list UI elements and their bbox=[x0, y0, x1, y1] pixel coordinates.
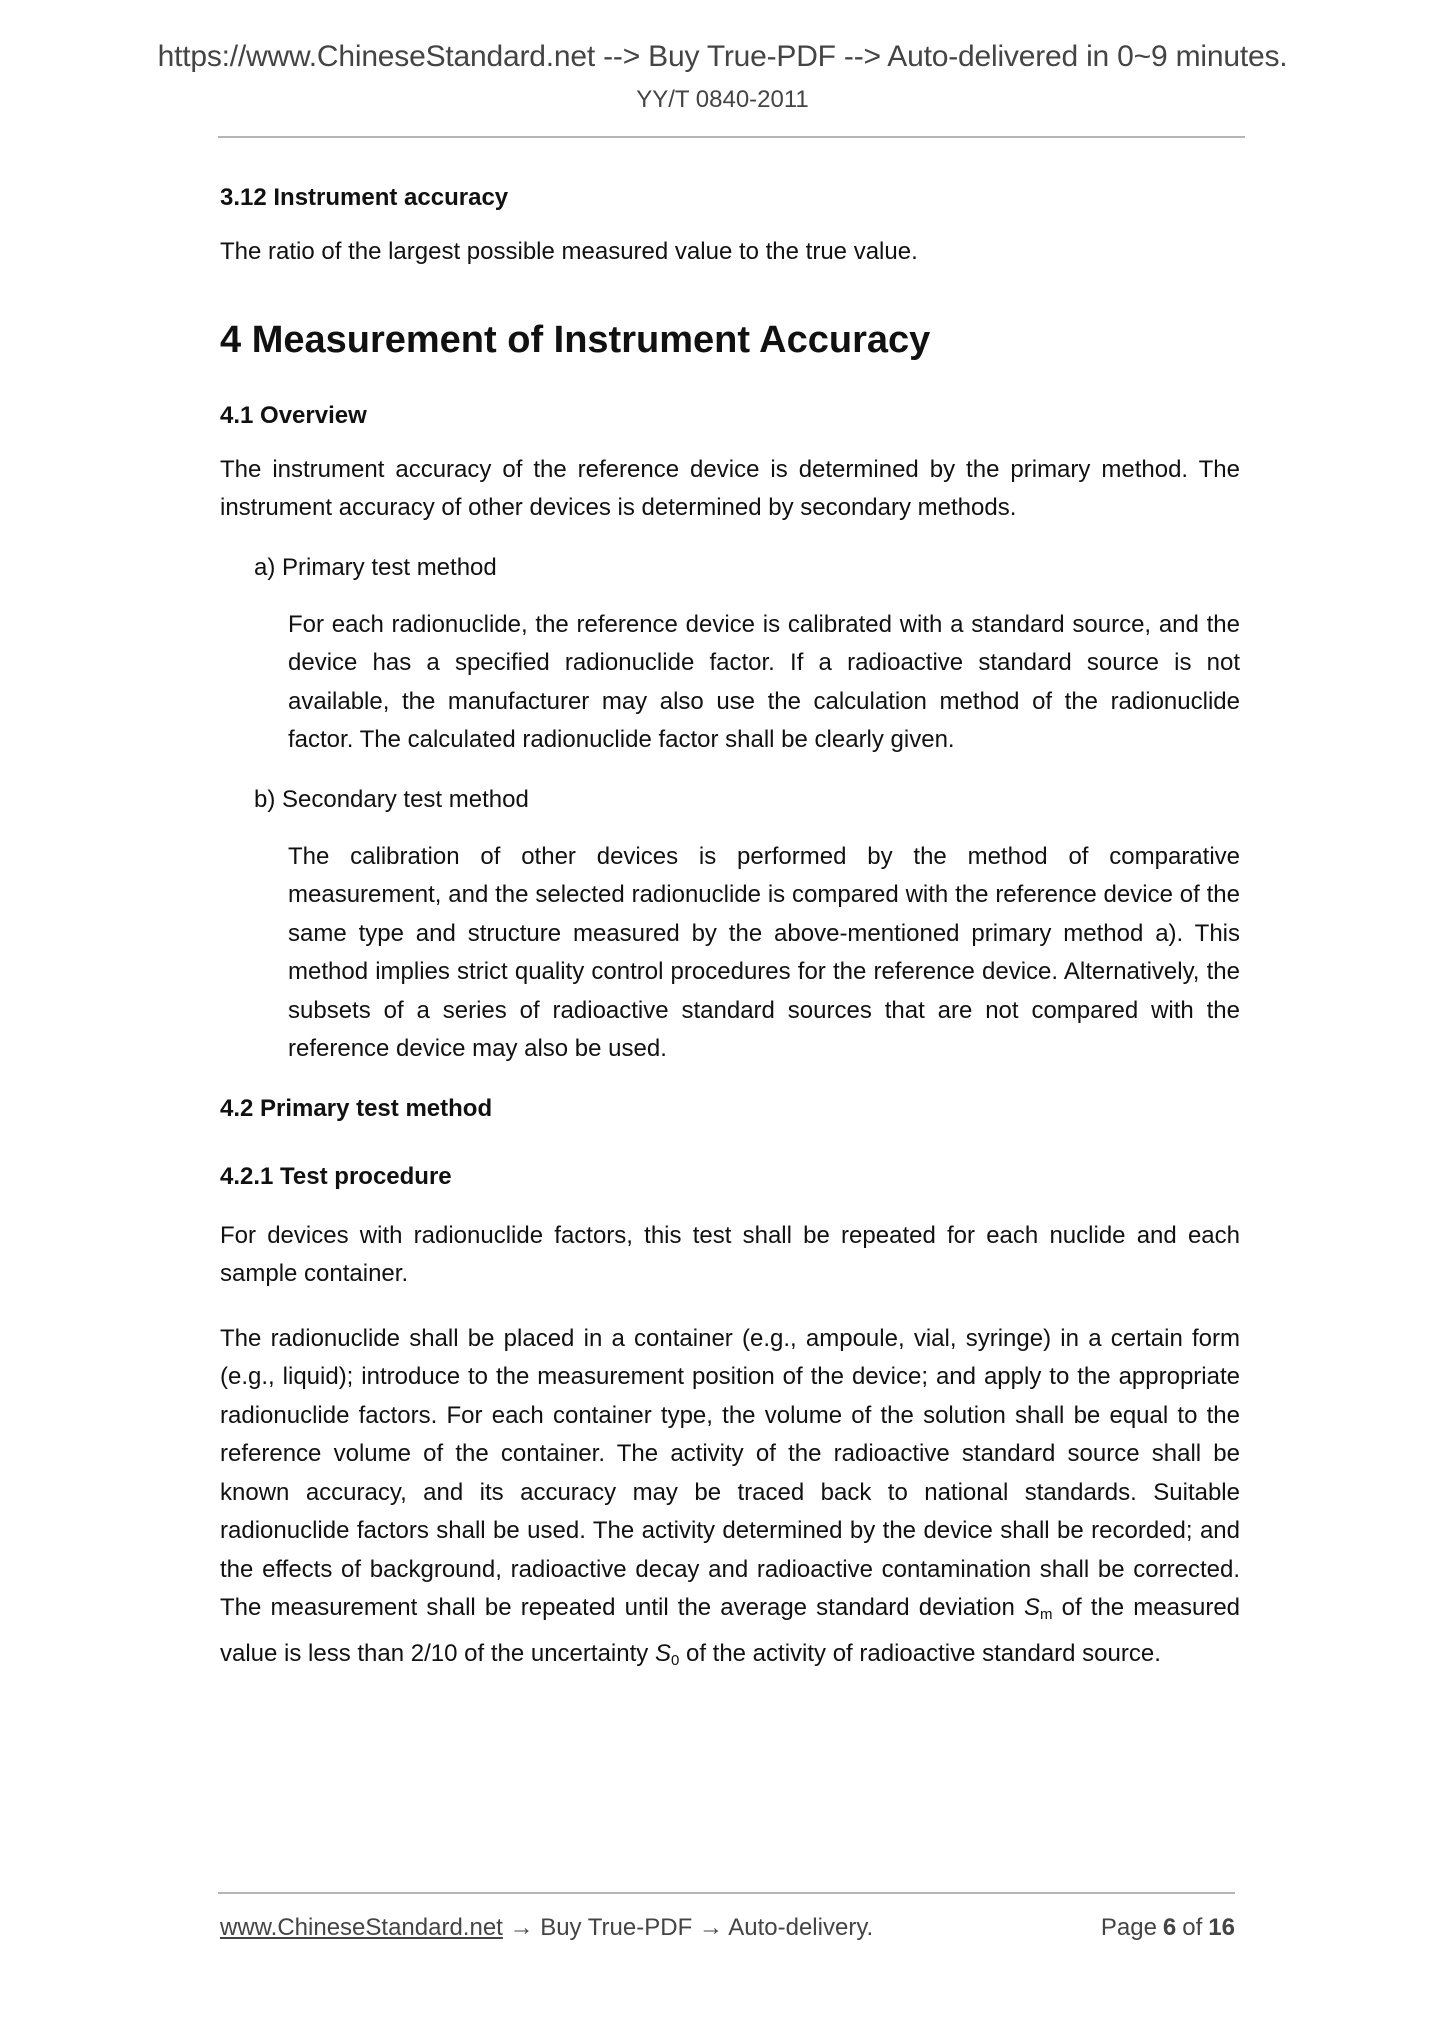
footer-site-link[interactable]: www.ChineseStandard.net bbox=[220, 1914, 503, 1941]
para2-text-b: of the measured value is less than 2/10 of the uncertainty bbox=[220, 1594, 1241, 1667]
variable-s-m: S bbox=[1023, 1594, 1040, 1621]
page-label: Page bbox=[1100, 1914, 1157, 1941]
section-4-1-heading: 4.1 Overview bbox=[220, 401, 367, 429]
item-b-body: The calibration of other devices is performed by the method of comparative measurement, and the selected radionuclide is compared with the reference device of the same type and structure measured by the above-mentioned primary method a). This method implies strict quality control procedures for the reference device. Alternatively, the subsets of a series of radioactive standard sources that are not compared with the reference device may also be used. bbox=[288, 842, 1240, 1062]
section-4-1-body: The instrument accuracy of the reference device is determined by the primary method. The instrument accuracy of other devices is determined by secondary methods. bbox=[220, 455, 1240, 521]
header-divider bbox=[218, 136, 1245, 138]
document-body bbox=[220, 182, 1240, 1680]
section-4-heading: 4 Measurement of Instrument Accuracy bbox=[220, 318, 931, 361]
para2-text-a: The radionuclide shall be placed in a container (e.g., ampoule, vial, syringe) in a certain form (e.g., liquid); introduce to the measurement position of the device; and apply to the appropriate radionuclide factors. For each container type, the volume of the solution shall be equal to the reference volume of the container. The activity of the radioactive standard source shall be known accuracy, and its accuracy may be traced back to national standards. Suitable radionuclide factors shall be used. The activity determined by the device shall be recorded; and the effects of background, radioactive decay and radioactive contamination shall be corrected. The measurement shall be repeated until the average standard deviation bbox=[220, 1324, 1240, 1621]
section-4-2-1-para1: For devices with radionuclide factors, this test shall be repeated for each nuclide and each sample container. bbox=[220, 1221, 1240, 1287]
footer-delivery-text: Auto-delivery. bbox=[728, 1914, 874, 1941]
section-3-12-heading: 3.12 Instrument accuracy bbox=[220, 184, 509, 211]
standard-code: YY/T 0840-2011 bbox=[636, 86, 809, 113]
footer-divider bbox=[218, 1892, 1235, 1894]
page-indicator bbox=[1101, 1914, 1235, 1942]
section-4-2-1-heading: 4.2.1 Test procedure bbox=[220, 1162, 452, 1190]
of-label: of bbox=[1182, 1914, 1203, 1941]
page-total: 16 bbox=[1208, 1914, 1235, 1941]
item-a-body: For each radionuclide, the reference device is calibrated with a standard source, and the device has a specified radionuclide factor. If a radioactive standard source is not available, the manufacturer may also use the calculation method of the radionuclide factor. The calculated radionuclide factor shall be clearly given. bbox=[288, 610, 1240, 753]
item-b-label: b) Secondary test method bbox=[254, 785, 529, 813]
section-3-12-body: The ratio of the largest possible measured value to the true value. bbox=[220, 238, 918, 265]
section-4-2-1-para2 bbox=[220, 1320, 1240, 1681]
variable-s-m-subscript: m bbox=[1039, 1606, 1053, 1623]
section-4-2-heading: 4.2 Primary test method bbox=[220, 1094, 493, 1122]
footer-buy-text: Buy True-PDF bbox=[540, 1914, 693, 1941]
footer bbox=[220, 1914, 1235, 1942]
arrow-right-icon: → bbox=[698, 1914, 723, 1941]
para2-text-c: of the activity of radioactive standard source. bbox=[679, 1639, 1161, 1667]
arrow-right-icon: → bbox=[509, 1914, 534, 1941]
variable-s-0-subscript: 0 bbox=[670, 1651, 680, 1669]
header-banner: https://www.ChineseStandard.net --> Buy True-PDF --> Auto-delivered in 0~9 minutes. bbox=[157, 40, 1288, 73]
page-current: 6 bbox=[1162, 1914, 1177, 1941]
item-a-label: a) Primary test method bbox=[254, 553, 497, 581]
variable-s-0: S bbox=[654, 1639, 671, 1667]
